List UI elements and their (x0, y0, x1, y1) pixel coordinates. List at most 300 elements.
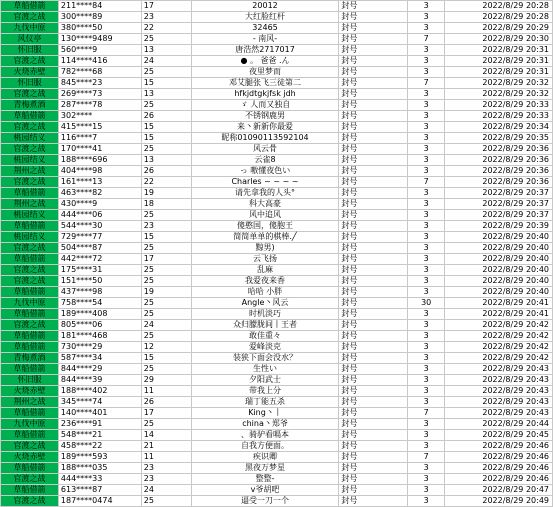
table-row (1, 111, 553, 122)
account-cell: 188****402 (58, 386, 141, 397)
table-row (1, 474, 553, 485)
status-cell: 封号 (339, 111, 408, 122)
days-cell: 3 (408, 12, 445, 23)
table-row (1, 67, 553, 78)
days-cell: 3 (408, 463, 445, 474)
table-row (1, 375, 553, 386)
server-cell: 荆州之战 (1, 166, 59, 177)
days-cell: 3 (408, 210, 445, 221)
status-cell: 封号 (339, 232, 408, 243)
account-cell: 130****9489 (58, 34, 141, 45)
account-cell: 729****77 (58, 232, 141, 243)
timestamp-cell: 2022/8/29 20:46 (445, 441, 553, 452)
level-cell: 26 (141, 111, 191, 122)
nickname-cell: 装狭下面会没水？ (191, 353, 339, 364)
days-cell: 3 (408, 353, 445, 364)
table-row (1, 100, 553, 111)
status-cell: 封号 (339, 23, 408, 34)
days-cell: 3 (408, 89, 445, 100)
timestamp-cell: 2022/8/29 20:40 (445, 276, 553, 287)
server-cell: 桃园结义 (1, 210, 59, 221)
nickname-cell: 大红脸红杆 (191, 12, 339, 23)
level-cell: 13 (141, 45, 191, 56)
table-row (1, 78, 553, 89)
timestamp-cell: 2022/8/29 20:43 (445, 375, 553, 386)
days-cell: 3 (408, 45, 445, 56)
server-cell: 草船借箭 (1, 1, 59, 12)
timestamp-cell: 2022/8/29 20:43 (445, 386, 553, 397)
level-cell: 24 (141, 485, 191, 496)
days-cell: 3 (408, 133, 445, 144)
timestamp-cell: 2022/8/29 20:42 (445, 342, 553, 353)
timestamp-cell: 2022/8/29 20:36 (445, 166, 553, 177)
nickname-cell: 傻憨国，傻胞王 (191, 221, 339, 232)
nickname-cell: 敢佳重々 (191, 331, 339, 342)
level-cell: 29 (141, 375, 191, 386)
account-cell: 613****87 (58, 485, 141, 496)
status-cell: 封号 (339, 45, 408, 56)
table-row (1, 34, 553, 45)
level-cell: 18 (141, 199, 191, 210)
status-cell: 封号 (339, 298, 408, 309)
timestamp-cell: 2022/8/29 20:34 (445, 122, 553, 133)
table-row (1, 496, 553, 507)
timestamp-cell: 2022/8/29 20:43 (445, 397, 553, 408)
status-cell: 封号 (339, 221, 408, 232)
timestamp-cell: 2022/8/29 20:44 (445, 419, 553, 430)
table-row (1, 265, 553, 276)
level-cell: 19 (141, 287, 191, 298)
server-cell: 怀旧服 (1, 45, 59, 56)
table-row (1, 386, 553, 397)
nickname-cell: 简简单单的棋棒.╱ (191, 232, 339, 243)
table-row (1, 23, 553, 34)
days-cell: 30 (408, 298, 445, 309)
timestamp-cell: 2022/8/29 20:37 (445, 199, 553, 210)
nickname-cell: ● 。 爸爸 .ん (191, 56, 339, 67)
server-cell: 火烧赤壁 (1, 452, 59, 463)
timestamp-cell: 2022/8/29 20:43 (445, 408, 553, 419)
days-cell: 3 (408, 309, 445, 320)
account-cell: 189****408 (58, 309, 141, 320)
table-row (1, 309, 553, 320)
account-cell: 844****39 (58, 375, 141, 386)
days-cell: 3 (408, 419, 445, 430)
timestamp-cell: 2022/8/29 20:31 (445, 45, 553, 56)
status-cell: 封号 (339, 408, 408, 419)
status-cell: 封号 (339, 34, 408, 45)
level-cell: 25 (141, 67, 191, 78)
nickname-cell: 黥男) (191, 243, 339, 254)
account-cell: 188****696 (58, 155, 141, 166)
days-cell: 3 (408, 386, 445, 397)
status-cell: 封号 (339, 485, 408, 496)
status-cell: 封号 (339, 12, 408, 23)
server-cell: 桃园结义 (1, 232, 59, 243)
timestamp-cell: 2022/8/29 20:42 (445, 331, 553, 342)
server-cell: 荆州之战 (1, 199, 59, 210)
nickname-cell: 昵称01090113592104 (191, 133, 339, 144)
server-cell: 官渡之战 (1, 474, 59, 485)
nickname-cell: 云飞扬 (191, 254, 339, 265)
level-cell: 25 (141, 265, 191, 276)
level-cell: 19 (141, 188, 191, 199)
table-row (1, 452, 553, 463)
server-cell: 草船借箭 (1, 408, 59, 419)
level-cell: 21 (141, 441, 191, 452)
days-cell: 3 (408, 1, 445, 12)
server-cell: 官渡之战 (1, 177, 59, 188)
table-row (1, 89, 553, 100)
nickname-cell: 时机淡巧 (191, 309, 339, 320)
status-cell: 封号 (339, 67, 408, 78)
account-cell: 188****035 (58, 463, 141, 474)
timestamp-cell: 2022/8/29 20:33 (445, 100, 553, 111)
timestamp-cell: 2022/8/29 20:46 (445, 474, 553, 485)
level-cell: 25 (141, 496, 191, 507)
account-cell: 302**** (58, 111, 141, 122)
level-cell: 22 (141, 23, 191, 34)
timestamp-cell: 2022/8/29 20:49 (445, 496, 553, 507)
table-row (1, 397, 553, 408)
status-cell: 封号 (339, 78, 408, 89)
server-cell: 官渡之战 (1, 441, 59, 452)
level-cell: 23 (141, 474, 191, 485)
server-cell: 官渡之战 (1, 243, 59, 254)
server-cell: 官渡之战 (1, 56, 59, 67)
level-cell: 25 (141, 210, 191, 221)
timestamp-cell: 2022/8/29 20:28 (445, 1, 553, 12)
timestamp-cell: 2022/8/29 20:37 (445, 210, 553, 221)
nickname-cell: china丶郑爷 (191, 419, 339, 430)
timestamp-cell: 2022/8/29 20:47 (445, 485, 553, 496)
nickname-cell: 20012 (191, 1, 339, 12)
level-cell: 23 (141, 463, 191, 474)
server-cell: 九伐中原 (1, 298, 59, 309)
level-cell: 17 (141, 254, 191, 265)
days-cell: 3 (408, 166, 445, 177)
days-cell: 3 (408, 276, 445, 287)
timestamp-cell: 2022/8/29 20:40 (445, 243, 553, 254)
timestamp-cell: 2022/8/29 20:42 (445, 353, 553, 364)
table-row (1, 56, 553, 67)
account-cell: 844****29 (58, 364, 141, 375)
account-cell: 300****89 (58, 12, 141, 23)
table-row (1, 1, 553, 12)
server-cell: 桃园结义 (1, 133, 59, 144)
level-cell: 24 (141, 320, 191, 331)
account-cell: 175****31 (58, 265, 141, 276)
timestamp-cell: 2022/8/29 20:41 (445, 309, 553, 320)
nickname-cell: v爷胡吧 (191, 485, 339, 496)
status-cell: 封号 (339, 133, 408, 144)
level-cell: 25 (141, 364, 191, 375)
status-cell: 封号 (339, 320, 408, 331)
account-cell: 211****84 (58, 1, 141, 12)
nickname-cell: 哈哈 小胖 (191, 287, 339, 298)
account-cell: 170****41 (58, 144, 141, 155)
table-row (1, 166, 553, 177)
account-cell: 189****593 (58, 452, 141, 463)
status-cell: 封号 (339, 331, 408, 342)
status-cell: 封号 (339, 419, 408, 430)
days-cell: 7 (408, 34, 445, 45)
timestamp-cell: 2022/8/29 20:35 (445, 133, 553, 144)
days-cell: 7 (408, 452, 445, 463)
account-cell: 415****15 (58, 122, 141, 133)
server-cell: 官渡之战 (1, 144, 59, 155)
server-cell: 青梅煮酒 (1, 100, 59, 111)
days-cell: 3 (408, 375, 445, 386)
days-cell: 3 (408, 199, 445, 210)
account-cell: 114****416 (58, 56, 141, 67)
days-cell: 3 (408, 254, 445, 265)
server-cell: 青梅煮酒 (1, 353, 59, 364)
table-row (1, 221, 553, 232)
level-cell: 23 (141, 221, 191, 232)
table-row (1, 133, 553, 144)
nickname-cell: 不锈钢鹿男 (191, 111, 339, 122)
status-cell: 封号 (339, 287, 408, 298)
table-row (1, 485, 553, 496)
server-cell: 九伐中原 (1, 419, 59, 430)
level-cell: 25 (141, 243, 191, 254)
account-cell: 140****401 (58, 408, 141, 419)
days-cell: 3 (408, 232, 445, 243)
timestamp-cell: 2022/8/29 20:41 (445, 298, 553, 309)
status-cell: 封号 (339, 243, 408, 254)
table-row (1, 342, 553, 353)
status-cell: 封号 (339, 122, 408, 133)
server-cell: 草船借箭 (1, 331, 59, 342)
nickname-cell: King丶丨 (191, 408, 339, 419)
table-row (1, 122, 553, 133)
status-cell: 封号 (339, 474, 408, 485)
account-cell: 444****33 (58, 474, 141, 485)
timestamp-cell: 2022/8/29 20:36 (445, 144, 553, 155)
server-cell: 草船借箭 (1, 221, 59, 232)
timestamp-cell: 2022/8/29 20:33 (445, 111, 553, 122)
server-cell: 草船借箭 (1, 485, 59, 496)
table-row (1, 287, 553, 298)
days-cell: 3 (408, 155, 445, 166)
nickname-cell: Charles ~ ~ ~ ~ (191, 177, 339, 188)
timestamp-cell: 2022/8/29 20:42 (445, 320, 553, 331)
timestamp-cell: 2022/8/29 20:36 (445, 177, 553, 188)
days-cell: 3 (408, 144, 445, 155)
nickname-cell: 我爱夜来香 (191, 276, 339, 287)
server-cell: 草船借箭 (1, 111, 59, 122)
nickname-cell: 逼受一刀一个 (191, 496, 339, 507)
account-cell: 758****54 (58, 298, 141, 309)
table-row (1, 144, 553, 155)
timestamp-cell: 2022/8/29 20:40 (445, 287, 553, 298)
server-cell: 草船借箭 (1, 188, 59, 199)
status-cell: 封号 (339, 496, 408, 507)
nickname-cell: hfkjdtgkjfsk jdh (191, 89, 339, 100)
days-cell: 3 (408, 397, 445, 408)
account-cell: 458****22 (58, 441, 141, 452)
days-cell: 7 (408, 408, 445, 419)
nickname-cell: 邓艾腿张飞三徒第二 (191, 78, 339, 89)
server-cell: 怀旧服 (1, 375, 59, 386)
nickname-cell: 云雀8 (191, 155, 339, 166)
status-cell: 封号 (339, 441, 408, 452)
table-row (1, 210, 553, 221)
level-cell: 15 (141, 122, 191, 133)
level-cell: 25 (141, 34, 191, 45)
status-cell: 封号 (339, 265, 408, 276)
account-cell: 544****30 (58, 221, 141, 232)
nickname-cell: Angle丶风云 (191, 298, 339, 309)
nickname-cell: 整整- (191, 474, 339, 485)
account-cell: 236****91 (58, 419, 141, 430)
status-cell: 封号 (339, 177, 408, 188)
account-cell: 187****0474 (58, 496, 141, 507)
account-cell: 116****7 (58, 133, 141, 144)
account-cell: 548****21 (58, 430, 141, 441)
status-cell: 封号 (339, 155, 408, 166)
level-cell: 23 (141, 12, 191, 23)
server-cell: 官渡之战 (1, 320, 59, 331)
account-cell: 404****98 (58, 166, 141, 177)
status-cell: 封号 (339, 276, 408, 287)
server-cell: 官渡之战 (1, 122, 59, 133)
level-cell: 15 (141, 232, 191, 243)
days-cell: 3 (408, 56, 445, 67)
server-cell: 草船借箭 (1, 364, 59, 375)
status-cell: 封号 (339, 309, 408, 320)
account-cell: 782****68 (58, 67, 141, 78)
level-cell: 14 (141, 430, 191, 441)
nickname-cell: 疾识卿 (191, 452, 339, 463)
server-cell: 草船借箭 (1, 254, 59, 265)
table-row (1, 353, 553, 364)
nickname-cell: 风中追风 (191, 210, 339, 221)
server-cell: 官渡之战 (1, 265, 59, 276)
timestamp-cell: 2022/8/29 20:43 (445, 364, 553, 375)
timestamp-cell: 2022/8/29 20:31 (445, 67, 553, 78)
table-row (1, 45, 553, 56)
level-cell: 17 (141, 1, 191, 12)
nickname-cell: 夜里梦而 (191, 67, 339, 78)
level-cell: 22 (141, 177, 191, 188)
level-cell: 26 (141, 166, 191, 177)
level-cell: 13 (141, 89, 191, 100)
account-cell: 430****9 (58, 199, 141, 210)
days-cell: 3 (408, 265, 445, 276)
timestamp-cell: 2022/8/29 20:30 (445, 34, 553, 45)
level-cell: 25 (141, 100, 191, 111)
timestamp-cell: 2022/8/29 20:32 (445, 89, 553, 100)
days-cell: 3 (408, 100, 445, 111)
timestamp-cell: 2022/8/29 20:28 (445, 12, 553, 23)
level-cell: 25 (141, 419, 191, 430)
status-cell: 封号 (339, 188, 408, 199)
days-cell: 3 (408, 364, 445, 375)
days-cell: 3 (408, 485, 445, 496)
status-cell: 封号 (339, 166, 408, 177)
days-cell: 3 (408, 320, 445, 331)
account-cell: 181****468 (58, 331, 141, 342)
account-cell: 161****13 (58, 177, 141, 188)
server-cell: 火烧赤壁 (1, 386, 59, 397)
level-cell: 11 (141, 386, 191, 397)
account-cell: 437****98 (58, 287, 141, 298)
level-cell: 17 (141, 408, 191, 419)
status-cell: 封号 (339, 342, 408, 353)
nickname-cell: 科大高豪 (191, 199, 339, 210)
account-cell: 442****72 (58, 254, 141, 265)
timestamp-cell: 2022/8/29 20:31 (445, 56, 553, 67)
account-cell: 269****73 (58, 89, 141, 100)
nickname-cell: 众归朦胧间丨王者 (191, 320, 339, 331)
days-cell: 7 (408, 78, 445, 89)
days-cell: 3 (408, 122, 445, 133)
timestamp-cell: 2022/8/29 20:46 (445, 463, 553, 474)
nickname-cell: 黑夜万梦星 (191, 463, 339, 474)
server-cell: 风仪亭 (1, 34, 59, 45)
level-cell: 26 (141, 397, 191, 408)
nickname-cell: 夕阳武士 (191, 375, 339, 386)
timestamp-cell: 2022/8/29 20:45 (445, 430, 553, 441)
account-cell: 463****82 (58, 188, 141, 199)
status-cell: 封号 (339, 144, 408, 155)
server-cell: 官渡之战 (1, 496, 59, 507)
table-row (1, 276, 553, 287)
status-cell: 封号 (339, 452, 408, 463)
server-cell: 草船借箭 (1, 342, 59, 353)
table-row (1, 463, 553, 474)
days-cell: 3 (408, 474, 445, 485)
timestamp-cell: 2022/8/29 20:40 (445, 265, 553, 276)
status-cell: 封号 (339, 397, 408, 408)
server-cell: 草船借箭 (1, 309, 59, 320)
level-cell: 24 (141, 56, 191, 67)
table-row (1, 232, 553, 243)
account-cell: 730****29 (58, 342, 141, 353)
table-row (1, 243, 553, 254)
timestamp-cell: 2022/8/29 20:40 (445, 254, 553, 265)
table-row (1, 331, 553, 342)
days-cell: 3 (408, 496, 445, 507)
nickname-cell: 带我上分 (191, 386, 339, 397)
days-cell: 3 (408, 430, 445, 441)
account-cell: 151****50 (58, 276, 141, 287)
nickname-cell: 来丶新新你最爱 (191, 122, 339, 133)
nickname-cell: 自我方便面。 (191, 441, 339, 452)
table-row (1, 364, 553, 375)
table-row (1, 188, 553, 199)
level-cell: 15 (141, 353, 191, 364)
timestamp-cell: 2022/8/29 20:46 (445, 452, 553, 463)
level-cell: 25 (141, 298, 191, 309)
table-row (1, 430, 553, 441)
days-cell: 3 (408, 221, 445, 232)
level-cell: 25 (141, 309, 191, 320)
table-row (1, 177, 553, 188)
table-row (1, 441, 553, 452)
status-cell: 封号 (339, 100, 408, 111)
server-cell: 荆州之战 (1, 397, 59, 408)
server-cell: 官渡之战 (1, 89, 59, 100)
status-cell: 封号 (339, 463, 408, 474)
days-cell: 7 (408, 177, 445, 188)
days-cell: 3 (408, 331, 445, 342)
nickname-cell: 乱麻 (191, 265, 339, 276)
server-cell: 草船借箭 (1, 430, 59, 441)
table-row (1, 155, 553, 166)
